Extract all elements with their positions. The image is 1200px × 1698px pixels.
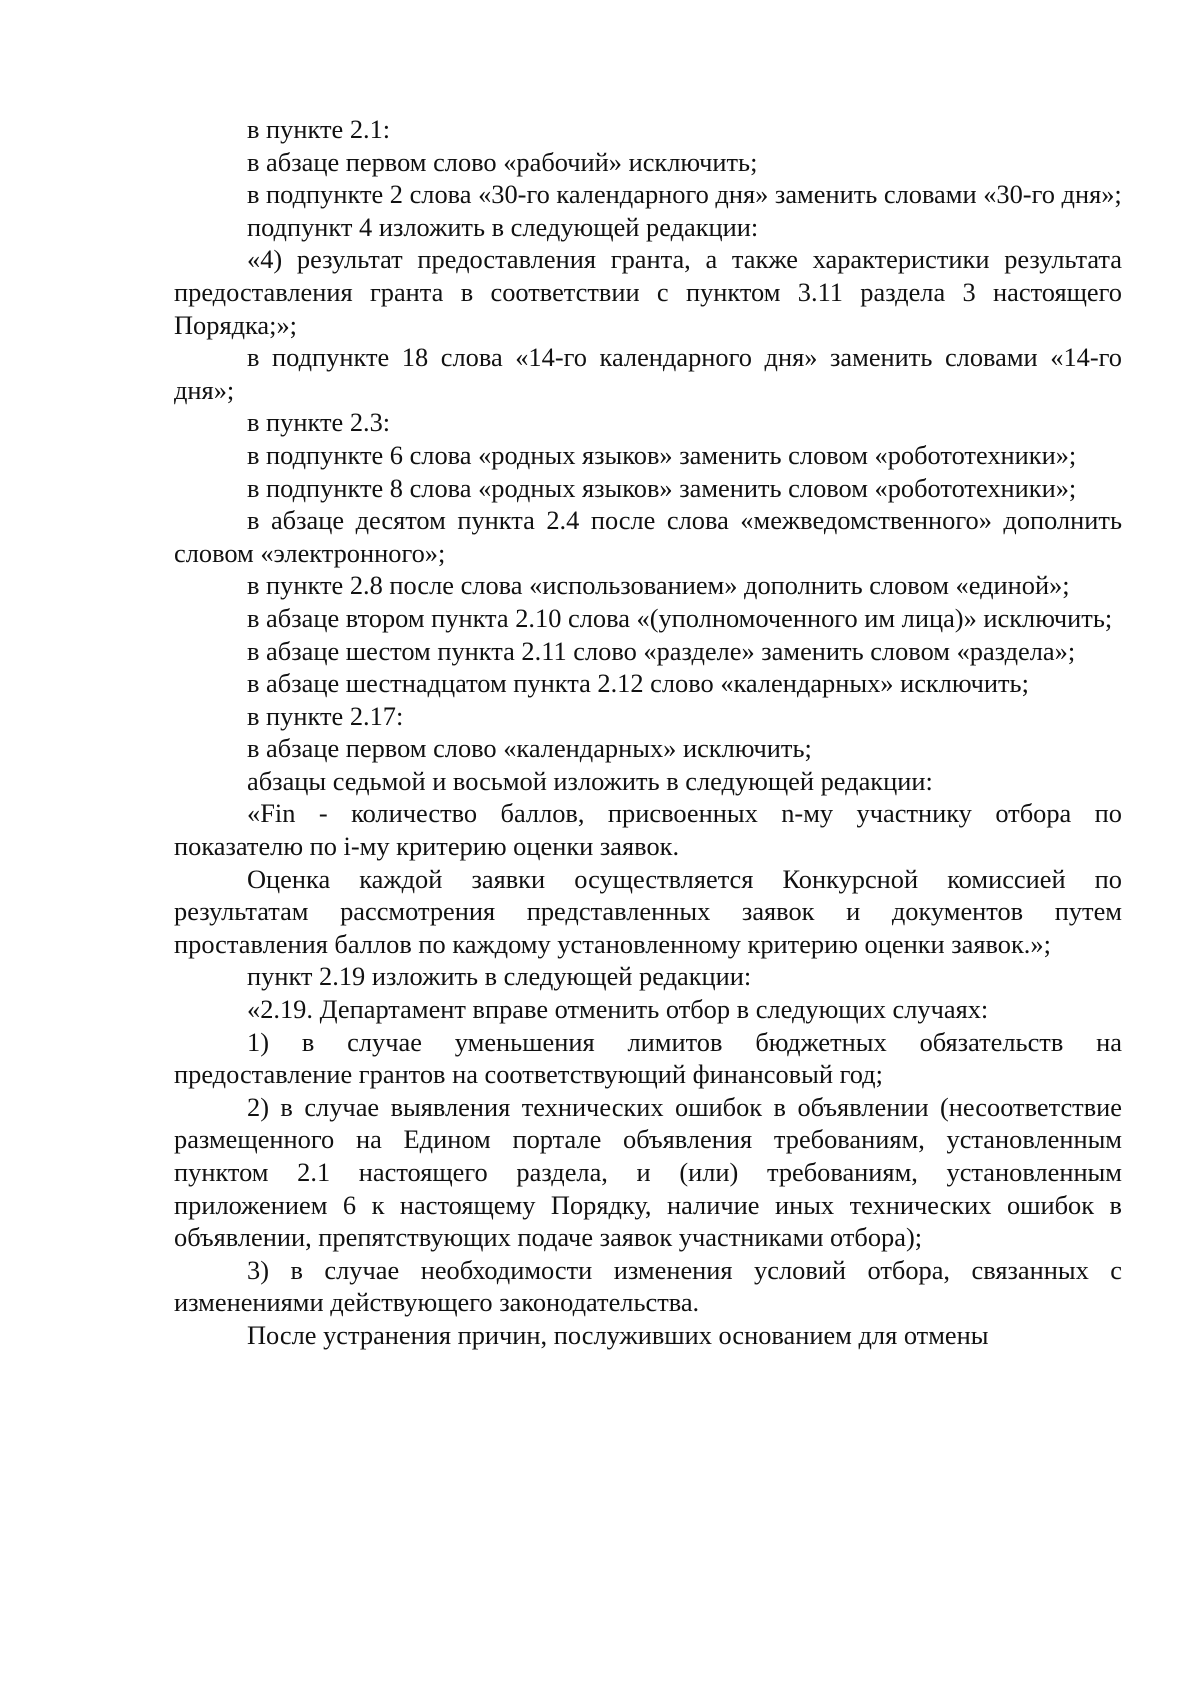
paragraph-11: в пункте 2.8 после слова «использованием» дополнить словом «единой»; bbox=[247, 570, 1070, 601]
paragraph-20: пункт 2.19 изложить в следующей редакции: bbox=[247, 961, 752, 992]
paragraph-14: в абзаце шестнадцатом пункта 2.12 слово «календарных» исключить; bbox=[247, 668, 1029, 699]
paragraph-16: в абзаце первом слово «календарных» исключить; bbox=[247, 733, 812, 764]
paragraph-6: в подпункте 18 слова «14-го календарного дня» заменить словами «14-го дня»; bbox=[174, 342, 1122, 405]
paragraph-7: в пункте 2.3: bbox=[247, 407, 391, 438]
paragraph-3: в подпункте 2 слова «30-го календарного дня» заменить словами «30-го дня»; bbox=[247, 179, 1122, 210]
paragraph-24: 3) в случае необходимости изменения условий отбора, связанных с изменениями действующего законодательства. bbox=[174, 1254, 1122, 1318]
paragraph-2: в абзаце первом слово «рабочий» исключить; bbox=[247, 146, 758, 177]
paragraph-15: в пункте 2.17: bbox=[247, 700, 404, 731]
paragraph-8: в подпункте 6 слова «родных языков» заменить словом «робототехники»; bbox=[247, 439, 1077, 470]
paragraph-23: 2) в случае выявления технических ошибок в объявлении (несоответствие размещенного на Едином портале объявления требованиям, установленным пунктом 2.1 настоящего раздела, и (или) требованиям, установленным приложением 6 к настоящему Порядку, наличие иных технических ошибок в объявлении, препятствующих подаче заявок участниками отбора); bbox=[174, 1091, 1122, 1253]
paragraph-13: в абзаце шестом пункта 2.11 слово «разделе» заменить словом «раздела»; bbox=[247, 635, 1076, 666]
paragraph-22: 1) в случае уменьшения лимитов бюджетных обязательств на предоставление грантов на соответствующий финансовый год; bbox=[174, 1026, 1122, 1090]
paragraph-9: в подпункте 8 слова «родных языков» заменить словом «робототехники»; bbox=[247, 472, 1077, 503]
paragraph-1: в пункте 2.1: bbox=[247, 114, 391, 144]
paragraph-17: абзацы седьмой и восьмой изложить в следующей редакции: bbox=[247, 765, 933, 796]
paragraph-4: подпункт 4 изложить в следующей редакции: bbox=[247, 211, 759, 242]
paragraph-10: в абзаце десятом пункта 2.4 после слова «межведомственного» дополнить словом «электронного»; bbox=[174, 505, 1122, 568]
paragraph-19: Оценка каждой заявки осуществляется Конкурсной комиссией по результатам рассмотрения представленных заявок и документов путем проставления баллов по каждому установленному критерию оценки заявок.»; bbox=[174, 863, 1122, 959]
paragraph-18: «Fin - количество баллов, присвоенных n-му участнику отбора по показателю по i-му критерию оценки заявок. bbox=[174, 798, 1122, 862]
paragraph-12: в абзаце втором пункта 2.10 слова «(уполномоченного им лица)» исключить; bbox=[247, 602, 1113, 633]
paragraph-25: После устранения причин, послуживших основанием для отмены bbox=[247, 1319, 989, 1350]
document-body bbox=[174, 113, 1122, 1352]
paragraph-5: «4) результат предоставления гранта, а также характеристики результата предоставления гранта в соответствии с пунктом 3.11 раздела 3 настоящего Порядка;»; bbox=[174, 244, 1122, 340]
paragraph-21: «2.19. Департамент вправе отменить отбор в следующих случаях: bbox=[247, 994, 989, 1025]
